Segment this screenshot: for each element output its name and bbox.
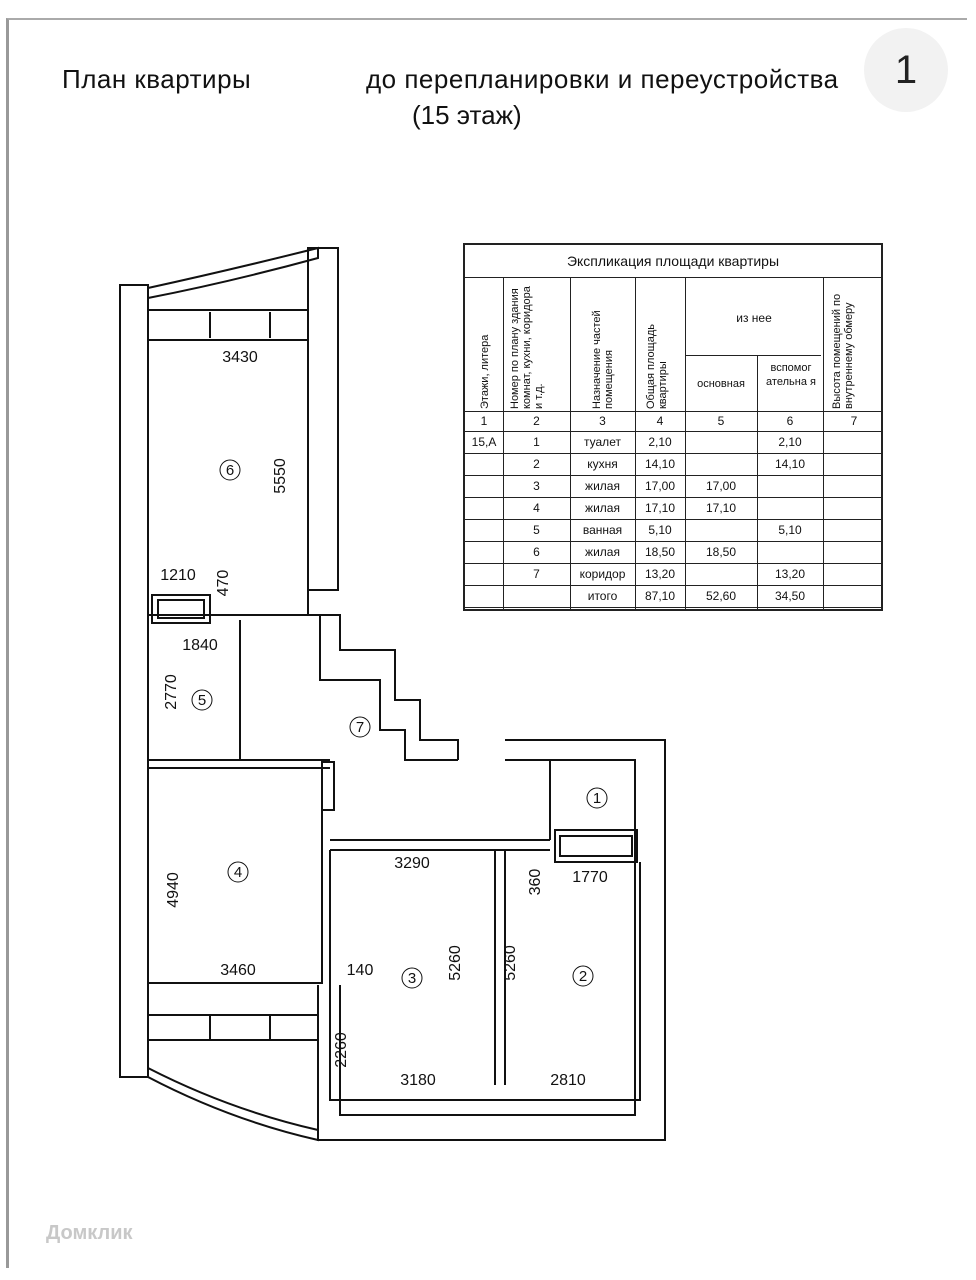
table-cell-name: жилая (585, 501, 620, 515)
room-number: 3 (407, 970, 417, 987)
dimension-label: 470 (215, 569, 232, 597)
room-number: 6 (225, 462, 235, 479)
table-cell-total: 17,00 (644, 479, 676, 493)
page-number-badge: 1 (864, 28, 948, 112)
table-cell-name: ванная (582, 523, 623, 537)
table-cell-num: 5 (533, 523, 540, 537)
table-cell-num: 1 (533, 435, 540, 449)
table-cell-total: 13,20 (644, 567, 676, 581)
dimension-label: 5550 (272, 458, 289, 494)
dimension-label: 1210 (160, 567, 196, 584)
table-cell-main: 18,50 (705, 545, 737, 559)
dimension-label: 3460 (220, 962, 256, 979)
dimension-label: 2810 (550, 1072, 586, 1089)
table-cell-total: 5,10 (648, 523, 672, 537)
col-header-aux: вспомог ательна я (766, 362, 816, 388)
col-number: 4 (656, 414, 664, 428)
dimension-label: 140 (346, 962, 374, 979)
dimension-label: 3430 (222, 349, 258, 366)
col-header-of-which: из нее (736, 311, 772, 325)
table-cell-main: 17,10 (705, 501, 737, 515)
table-cell-num: 6 (533, 545, 540, 559)
table-cell-name: жилая (585, 479, 620, 493)
table-cell-aux: 2,10 (778, 435, 802, 449)
room-number: 7 (355, 719, 365, 736)
dimension-label: 360 (527, 868, 544, 896)
col-header-purpose: Назначение частей помещения (591, 310, 615, 409)
dimension-label: 1840 (182, 637, 218, 654)
table-cell-floor: 15,А (471, 435, 497, 449)
table-cell-name: жилая (585, 545, 620, 559)
table-cell-total: 14,10 (644, 457, 676, 471)
table-cell-total: 87,10 (644, 589, 676, 603)
dimension-label: 5260 (447, 945, 464, 981)
dimension-label: 3290 (394, 855, 430, 872)
col-header-floor: Этажи, литера (479, 334, 491, 409)
table-cell-aux: 14,10 (774, 457, 806, 471)
col-header-number: Номер по плану здания комнат, кухни, коридора и т.д. (509, 286, 545, 409)
table-cell-num: 4 (533, 501, 540, 515)
col-number: 6 (786, 414, 794, 428)
table-cell-aux: 5,10 (778, 523, 802, 537)
table-cell-total: 18,50 (644, 545, 676, 559)
dimension-label: 2260 (333, 1032, 350, 1068)
table-cell-total: 17,10 (644, 501, 676, 515)
col-header-total: Общая площадь квартиры (645, 324, 669, 409)
col-number: 1 (480, 414, 488, 428)
table-cell-aux: 34,50 (774, 589, 806, 603)
room-number: 4 (233, 864, 243, 881)
col-header-main: основная (697, 378, 745, 390)
dimension-label: 5260 (502, 945, 519, 981)
col-number: 2 (533, 414, 540, 428)
col-number: 7 (850, 414, 858, 428)
col-number: 5 (717, 414, 725, 428)
col-header-height: Высота помещений по внутреннему обмеру (831, 293, 855, 409)
table-cell-total: 2,10 (648, 435, 672, 449)
watermark-logo: Домклик (46, 1222, 133, 1244)
table-cell-main: 52,60 (705, 589, 737, 603)
dimension-label: 1770 (572, 869, 608, 886)
table-cell-name: итого (587, 589, 618, 603)
table-cell-name: кухня (587, 457, 618, 471)
title-part-2: до перепланировки и переустройства (366, 64, 839, 94)
explication-header: Экспликация площади квартиры (465, 245, 881, 278)
title-part-1: План квартиры (62, 64, 252, 94)
table-cell-main: 17,00 (705, 479, 737, 493)
table-cell-name: туалет (584, 435, 621, 449)
table-cell-num: 2 (533, 457, 540, 471)
room-number: 1 (592, 790, 602, 807)
table-cell-num: 3 (533, 479, 540, 493)
col-number: 3 (599, 414, 606, 428)
room-number: 2 (578, 968, 588, 985)
dimension-label: 2770 (163, 674, 180, 710)
table-cell-aux: 13,20 (774, 567, 806, 581)
dimension-label: 3180 (400, 1072, 436, 1089)
table-cell-name: коридор (579, 567, 626, 581)
floor-subtitle: (15 этаж) (412, 100, 522, 130)
room-number: 5 (197, 692, 207, 709)
dimension-label: 4940 (165, 872, 182, 908)
table-cell-num: 7 (533, 567, 540, 581)
